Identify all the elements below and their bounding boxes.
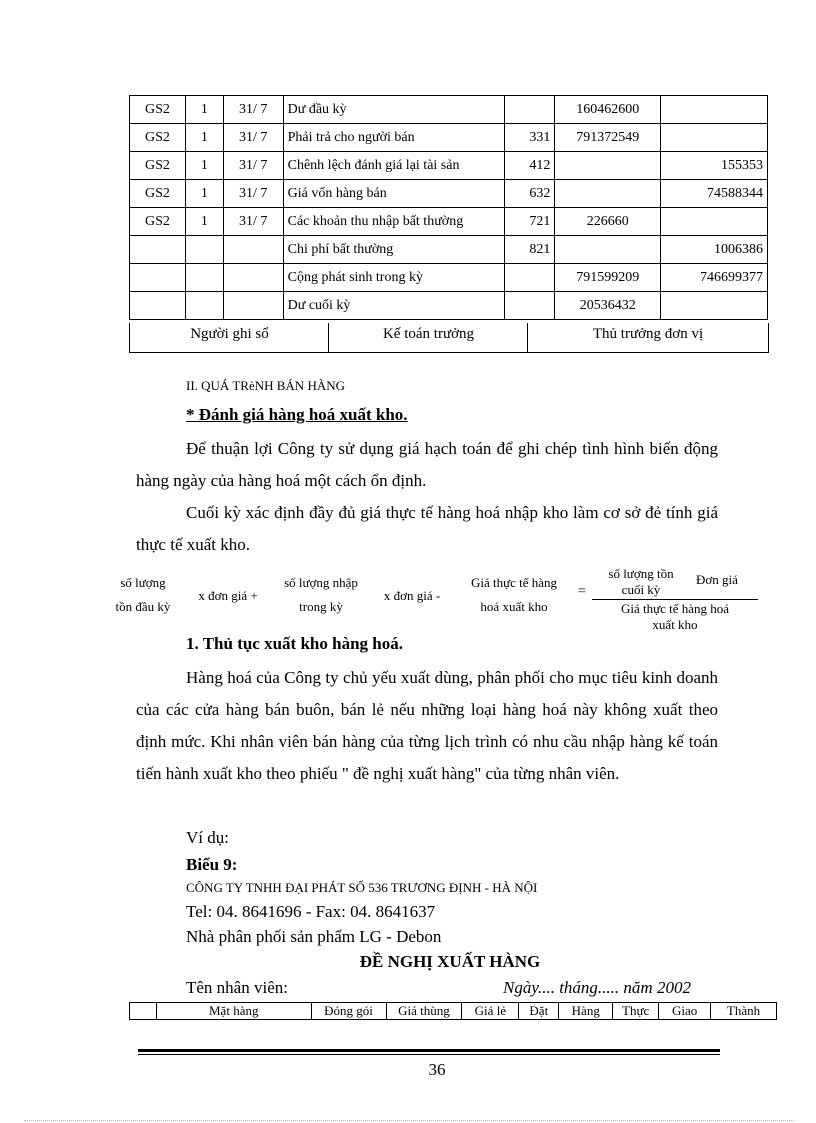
ledger-cell <box>661 208 768 236</box>
ledger-cell: 1 <box>185 96 223 124</box>
request-header-cell: Thực <box>613 1003 659 1020</box>
ledger-cell: 1 <box>185 124 223 152</box>
ledger-cell <box>661 124 768 152</box>
ledger-cell <box>185 236 223 264</box>
ledger-cell: GS2 <box>130 208 186 236</box>
ledger-cell <box>505 96 555 124</box>
ledger-cell <box>555 152 661 180</box>
paragraph-1: Để thuận lợi Công ty sử dụng giá hạch toán để ghi chép tình hình biến động hàng ngày của hàng hoá một cách ổn định. <box>136 439 718 490</box>
ledger-cell <box>130 236 186 264</box>
formula-numerator-qty: số lượng tồn cuối kỳ <box>608 566 674 597</box>
ledger-cell: 746699377 <box>661 264 768 292</box>
ledger-row <box>130 264 768 292</box>
paragraph-2: Cuối kỳ xác định đầy đủ giá thực tế hàng hoá nhập kho làm cơ sở đẻ tính giá thực tế xuất kho. <box>136 503 718 554</box>
ledger-cell <box>555 180 661 208</box>
ledger-cell: Chênh lệch đánh giá lại tài sản <box>283 152 505 180</box>
ledger-row <box>130 96 768 124</box>
request-header-cell: Đặt <box>519 1003 559 1020</box>
formula-term-3: số lượng nhập trong kỳ <box>284 575 358 614</box>
ledger-cell <box>185 292 223 320</box>
ledger-cell: 31/ 7 <box>223 208 283 236</box>
formula-equals: = <box>578 584 586 599</box>
ledger-cell: 226660 <box>555 208 661 236</box>
ledger-cell <box>223 236 283 264</box>
request-table <box>129 1002 777 1020</box>
ledger-row <box>130 124 768 152</box>
ledger-cell: 31/ 7 <box>223 96 283 124</box>
ledger-cell: 74588344 <box>661 180 768 208</box>
request-header-cell: Đóng gói <box>311 1003 386 1020</box>
ledger-cell: 1006386 <box>661 236 768 264</box>
example-label: Ví dụ: <box>186 828 229 847</box>
ledger-cell <box>130 264 186 292</box>
signature-recorder: Người ghi sổ <box>129 323 329 353</box>
ledger-cell <box>661 96 768 124</box>
ledger-cell: 1 <box>185 180 223 208</box>
ledger-cell: GS2 <box>130 152 186 180</box>
company-phone: Tel: 04. 8641696 - Fax: 04. 8641637 <box>186 902 436 921</box>
procedure-heading: 1. Thủ tục xuất kho hàng hoá. <box>186 634 403 653</box>
page-bottom-border <box>24 1120 794 1121</box>
formula-term-2: x đơn giá + <box>198 588 258 603</box>
formula-fraction-bar <box>592 599 758 600</box>
ledger-cell: GS2 <box>130 180 186 208</box>
ledger-table <box>129 95 768 320</box>
ledger-cell: 31/ 7 <box>223 152 283 180</box>
ledger-cell: 412 <box>505 152 555 180</box>
formula-denominator: Giá thực tế hàng hoá xuất kho <box>620 601 730 632</box>
ledger-row <box>130 152 768 180</box>
ledger-cell: 791372549 <box>555 124 661 152</box>
request-header-cell: Thành <box>711 1003 777 1020</box>
ledger-cell: Dư cuối kỳ <box>283 292 505 320</box>
paragraph-3: Hàng hoá của Công ty chủ yếu xuất dùng, phân phối cho mục tiêu kinh doanh của các cửa hàng bán buôn, bán lẻ nếu những loại hàng hoá này không xuất theo định mức. Khi nhân viên bán hàng của từng lịch trình có nhu cầu nhập hàng kế toán tiến hành xuất kho theo phiếu " đề nghị xuất hàng" của từng nhân viên. <box>136 668 718 783</box>
ledger-cell: GS2 <box>130 124 186 152</box>
ledger-cell: Cộng phát sinh trong kỳ <box>283 264 505 292</box>
section-heading: II. QUÁ TRèNH BÁN HÀNG <box>186 378 345 393</box>
signature-unit-head: Thủ trưởng đơn vị <box>527 323 769 353</box>
ledger-cell <box>505 264 555 292</box>
distributor: Nhà phân phối sản phẩm LG - Debon <box>186 927 442 946</box>
ledger-cell <box>505 292 555 320</box>
ledger-row <box>130 180 768 208</box>
ledger-cell: 1 <box>185 152 223 180</box>
ledger-cell <box>185 264 223 292</box>
ledger-cell: Phải trả cho người bán <box>283 124 505 152</box>
request-header-cell: Hàng <box>559 1003 613 1020</box>
formula-term-1: số lượng tồn đầu kỳ <box>115 575 171 614</box>
formula-term-4: x đơn giá - <box>383 588 441 603</box>
ledger-cell: 331 <box>505 124 555 152</box>
subheading: * Đánh giá hàng hoá xuất kho. <box>186 405 408 424</box>
ledger-cell: 160462600 <box>555 96 661 124</box>
request-header-cell: Mặt hàng <box>156 1003 311 1020</box>
request-header-cell: Giá lẻ <box>462 1003 519 1020</box>
ledger-cell: Các khoản thu nhập bất thường <box>283 208 505 236</box>
date-label: Ngày.... tháng..... năm 2002 <box>503 978 691 997</box>
ledger-cell: 1 <box>185 208 223 236</box>
request-header-cell: Giao <box>659 1003 711 1020</box>
request-header-cell <box>130 1003 157 1020</box>
ledger-cell: 632 <box>505 180 555 208</box>
ledger-cell <box>223 292 283 320</box>
ledger-cell: 31/ 7 <box>223 180 283 208</box>
ledger-cell: 155353 <box>661 152 768 180</box>
signature-chief-accountant: Kế toán trưởng <box>328 323 528 353</box>
ledger-cell: 821 <box>505 236 555 264</box>
ledger-row <box>130 236 768 264</box>
formula-term-5: Giá thực tế hàng hoá xuất kho <box>470 575 558 614</box>
ledger-cell: 20536432 <box>555 292 661 320</box>
form-label: Biểu 9: <box>186 855 238 874</box>
ledger-cell <box>223 264 283 292</box>
ledger-cell <box>555 236 661 264</box>
footer-rule-thin <box>138 1054 720 1055</box>
formula-numerator-price: Đơn giá <box>696 572 738 587</box>
ledger-cell: Dư đầu kỳ <box>283 96 505 124</box>
employee-label: Tên nhân viên: <box>186 978 288 997</box>
company-name: CÔNG TY TNHH ĐẠI PHÁT SỐ 536 TRƯƠNG ĐỊNH - HÀ NỘI <box>186 880 538 895</box>
footer-rule-thick <box>138 1049 720 1052</box>
ledger-cell: 31/ 7 <box>223 124 283 152</box>
request-title: ĐỀ NGHỊ XUẤT HÀNG <box>359 952 541 971</box>
ledger-cell: Chi phí bất thường <box>283 236 505 264</box>
ledger-cell: 721 <box>505 208 555 236</box>
ledger-cell: 791599209 <box>555 264 661 292</box>
request-header-cell: Giá thùng <box>386 1003 462 1020</box>
ledger-cell: Giá vốn hàng bán <box>283 180 505 208</box>
ledger-row <box>130 292 768 320</box>
page-number: 36 <box>428 1060 446 1079</box>
ledger-cell <box>130 292 186 320</box>
ledger-cell <box>661 292 768 320</box>
ledger-cell: GS2 <box>130 96 186 124</box>
ledger-row <box>130 208 768 236</box>
